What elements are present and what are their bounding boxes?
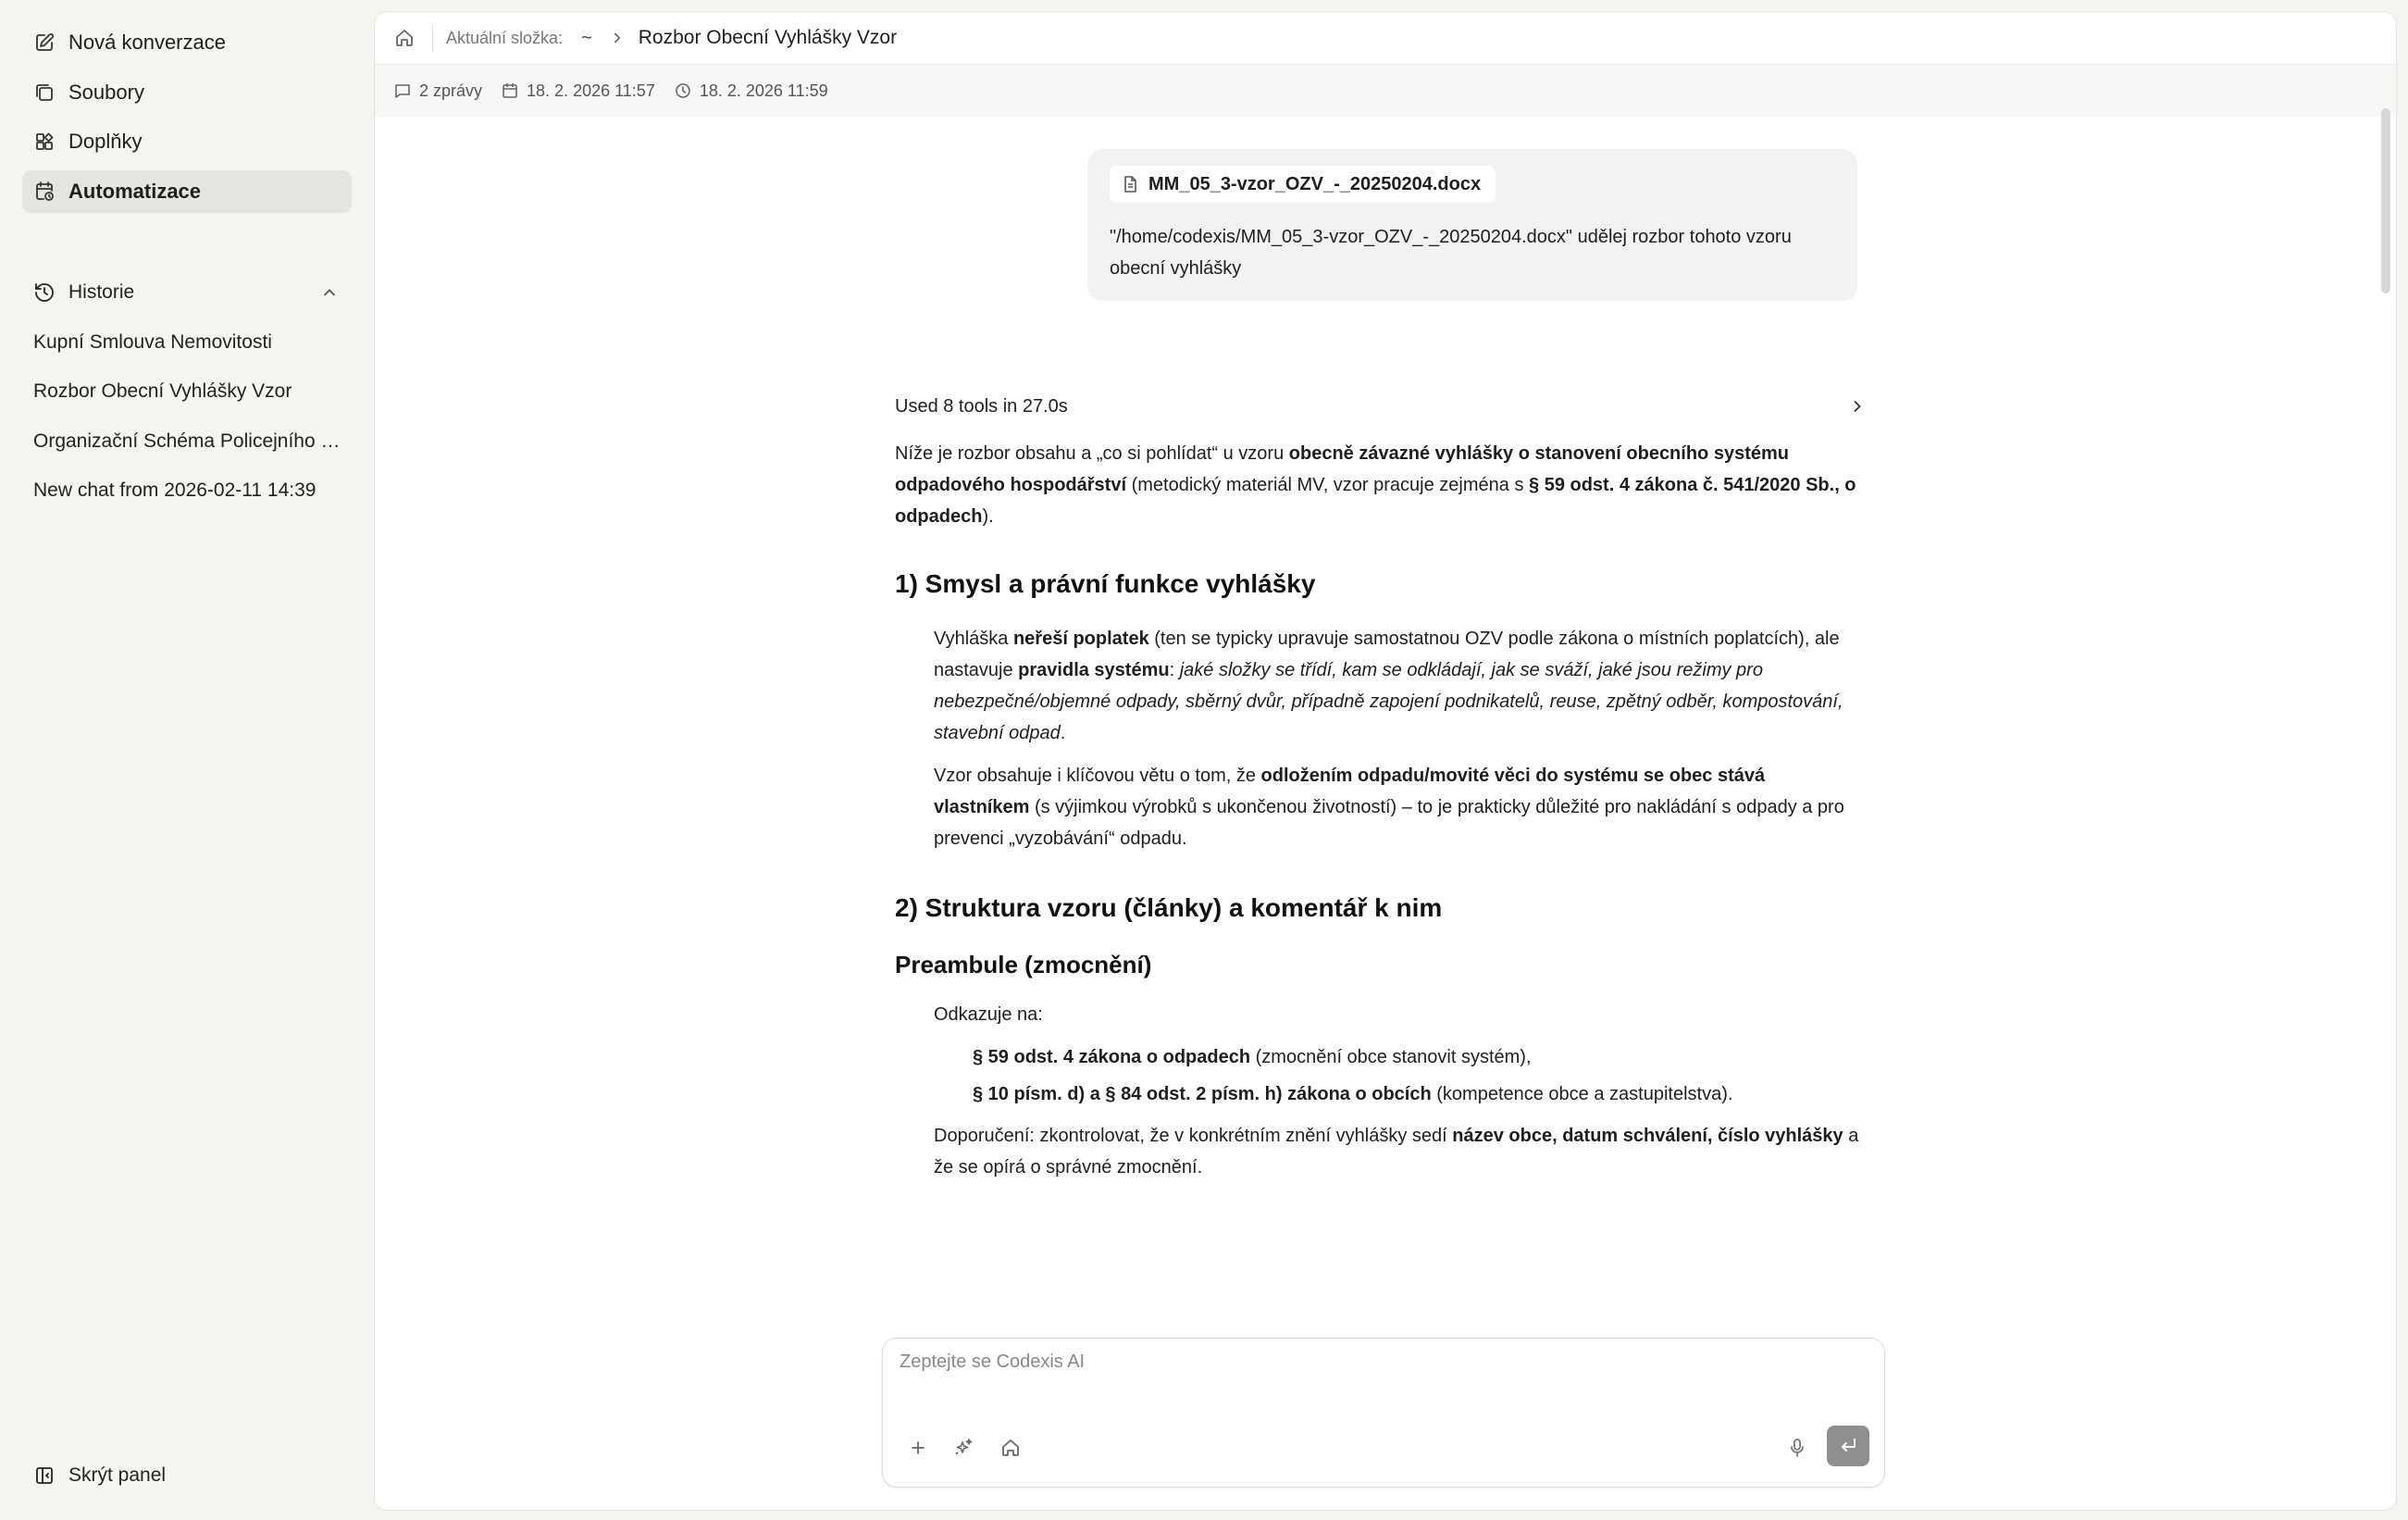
section-heading: 2) Struktura vzoru (články) a komentář k nim — [895, 893, 1443, 922]
history-toggle[interactable] — [22, 274, 352, 311]
send-button[interactable] — [1827, 1426, 1869, 1466]
chevron-up-icon — [320, 283, 339, 302]
text-italic: jaké složky se třídí, kam se odkládají, jak se sváží, jaké jsou režimy pro nebezpečné/objemné odpady, sběrný dvůr, případně zapojení podnikatelů, reuse, zpětný odběr, kompostování, stavební odpad — [934, 660, 1843, 743]
text-bold: obecně závazné vyhlášky o stanovení obecního systému odpadového hospodářství — [895, 443, 1789, 495]
main-panel — [374, 11, 2397, 1511]
nav-label: Nová konverzace — [68, 31, 226, 54]
home-icon[interactable] — [998, 1435, 1024, 1461]
message-count — [393, 81, 482, 101]
nav-label: Doplňky — [68, 130, 143, 153]
subsection-heading: Preambule (zmocnění) — [895, 951, 1152, 978]
user-message-text: "/home/codexis/MM_05_3-vzor_OZV_-_20250204.docx" udělej rozbor tohoto vzoru obecní vyhlášky — [1110, 227, 1792, 279]
text: Vyhláška — [934, 629, 1013, 649]
hide-panel-button[interactable] — [22, 1457, 166, 1494]
created-date-text: 18. 2. 2026 11:57 — [527, 81, 655, 100]
user-message — [1087, 149, 1857, 301]
text: . — [1060, 723, 1066, 743]
nav-automation[interactable] — [22, 170, 352, 213]
nav-label: Automatizace — [68, 180, 202, 203]
text-bold: neřeší poplatek — [1012, 629, 1149, 649]
chevron-right-icon — [1848, 397, 1867, 416]
paragraph — [934, 760, 1859, 854]
conversation-meta — [375, 65, 2396, 117]
history-item[interactable]: Rozbor Obecní Vyhlášky Vzor — [33, 380, 292, 402]
tools-summary-text: Used 8 tools in 27.0s — [895, 395, 1068, 417]
attached-file[interactable] — [1110, 166, 1496, 203]
chevron-right-icon — [609, 30, 626, 46]
updated-date — [674, 81, 828, 101]
message-count-text: 2 zprávy — [419, 81, 483, 100]
tools-summary[interactable] — [895, 384, 1867, 429]
microphone-icon[interactable] — [1786, 1437, 1808, 1459]
folder-label: Aktuální složka: — [446, 28, 564, 47]
text-bold: § 59 odst. 4 zákona č. 541/2020 Sb., o odpadech — [895, 475, 1856, 527]
home-icon[interactable] — [393, 27, 416, 49]
nav-plugins[interactable] — [22, 120, 352, 163]
text: ). — [982, 506, 994, 527]
text-bold: § 59 odst. 4 zákona o odpadech — [973, 1047, 1251, 1067]
text: (s výjimkou výrobků s ukončenou životností) – to je prakticky důležité pro nakládání s odpady a pro prevenci „vyzobávání“ odpadu. — [934, 797, 1844, 849]
nav-new-conversation[interactable] — [22, 21, 352, 64]
history-icon — [33, 281, 56, 304]
text-bold: název obce, datum schválení, číslo vyhlášky — [1452, 1126, 1843, 1146]
plugins-icon — [33, 131, 56, 153]
text: (metodický materiál MV, vzor pracuje zejména s — [1126, 475, 1530, 495]
text-bold: § 10 písm. d) a § 84 odst. 2 písm. h) zákona o obcích — [973, 1084, 1432, 1104]
plus-icon[interactable] — [905, 1435, 931, 1461]
text: (zmocnění obce stanovit systém), — [1250, 1047, 1532, 1067]
updated-date-text: 18. 2. 2026 11:59 — [699, 81, 828, 100]
chat-input[interactable]: Zeptejte se Codexis AI — [900, 1352, 1086, 1372]
chat-composer[interactable] — [882, 1338, 1885, 1488]
nav-label: Soubory — [68, 81, 144, 104]
message-icon — [393, 81, 412, 100]
text: Vzor obsahuje i klíčovou větu o tom, že — [934, 766, 1261, 786]
file-name: MM_05_3-vzor_OZV_-_20250204.docx — [1148, 173, 1482, 194]
folder-path[interactable]: ~ — [581, 27, 592, 48]
created-date — [501, 81, 655, 101]
text: (ten se typicky upravuje samostatnou OZV podle zákona o místních poplatcích), ale nastavuje — [934, 629, 1840, 680]
paragraph — [934, 623, 1859, 749]
enter-icon — [1838, 1436, 1858, 1456]
history-item[interactable]: Organizační Schéma Policejního … — [33, 430, 341, 452]
document-icon — [1121, 175, 1139, 193]
sparkles-icon[interactable] — [951, 1435, 977, 1461]
page-title: Rozbor Obecní Vyhlášky Vzor — [638, 27, 898, 48]
scrollbar[interactable] — [2381, 108, 2390, 293]
calendar-clock-icon — [33, 181, 56, 203]
list-item — [973, 1041, 1532, 1073]
text: Doporučení: zkontrolovat, že v konkrétním znění vyhlášky sedí — [934, 1126, 1453, 1146]
section-heading: 1) Smysl a právní funkce vyhlášky — [895, 569, 1316, 598]
edit-icon — [33, 31, 56, 54]
text: Níže je rozbor obsahu a „co si pohlídat“ u vzoru — [895, 443, 1289, 464]
text: : — [1169, 660, 1180, 680]
nav-files[interactable] — [22, 71, 352, 114]
hide-panel-label: Skrýt panel — [68, 1464, 167, 1486]
calendar-icon — [501, 81, 519, 100]
text: (kompetence obce a zastupitelstva). — [1431, 1084, 1733, 1104]
panel-collapse-icon — [33, 1464, 56, 1487]
breadcrumb — [375, 12, 2396, 65]
divider — [432, 24, 433, 52]
paragraph — [934, 1120, 1859, 1183]
list-item — [973, 1078, 1732, 1110]
history-item[interactable]: Kupní Smlouva Nemovitosti — [33, 331, 272, 353]
text: a že se opírá o správné zmocnění. — [934, 1126, 1859, 1177]
history-item[interactable]: New chat from 2026-02-11 14:39 — [33, 480, 317, 501]
paragraph: Odkazuje na: — [934, 1004, 1043, 1025]
history-label: Historie — [68, 281, 135, 303]
text-bold: odložením odpadu/movité věci do systému se obec stává vlastníkem — [934, 766, 1766, 817]
sidebar — [0, 0, 370, 1520]
files-icon — [33, 81, 56, 104]
text-bold: pravidla systému — [1018, 660, 1170, 680]
clock-icon — [674, 81, 692, 100]
answer-intro — [895, 438, 1874, 532]
